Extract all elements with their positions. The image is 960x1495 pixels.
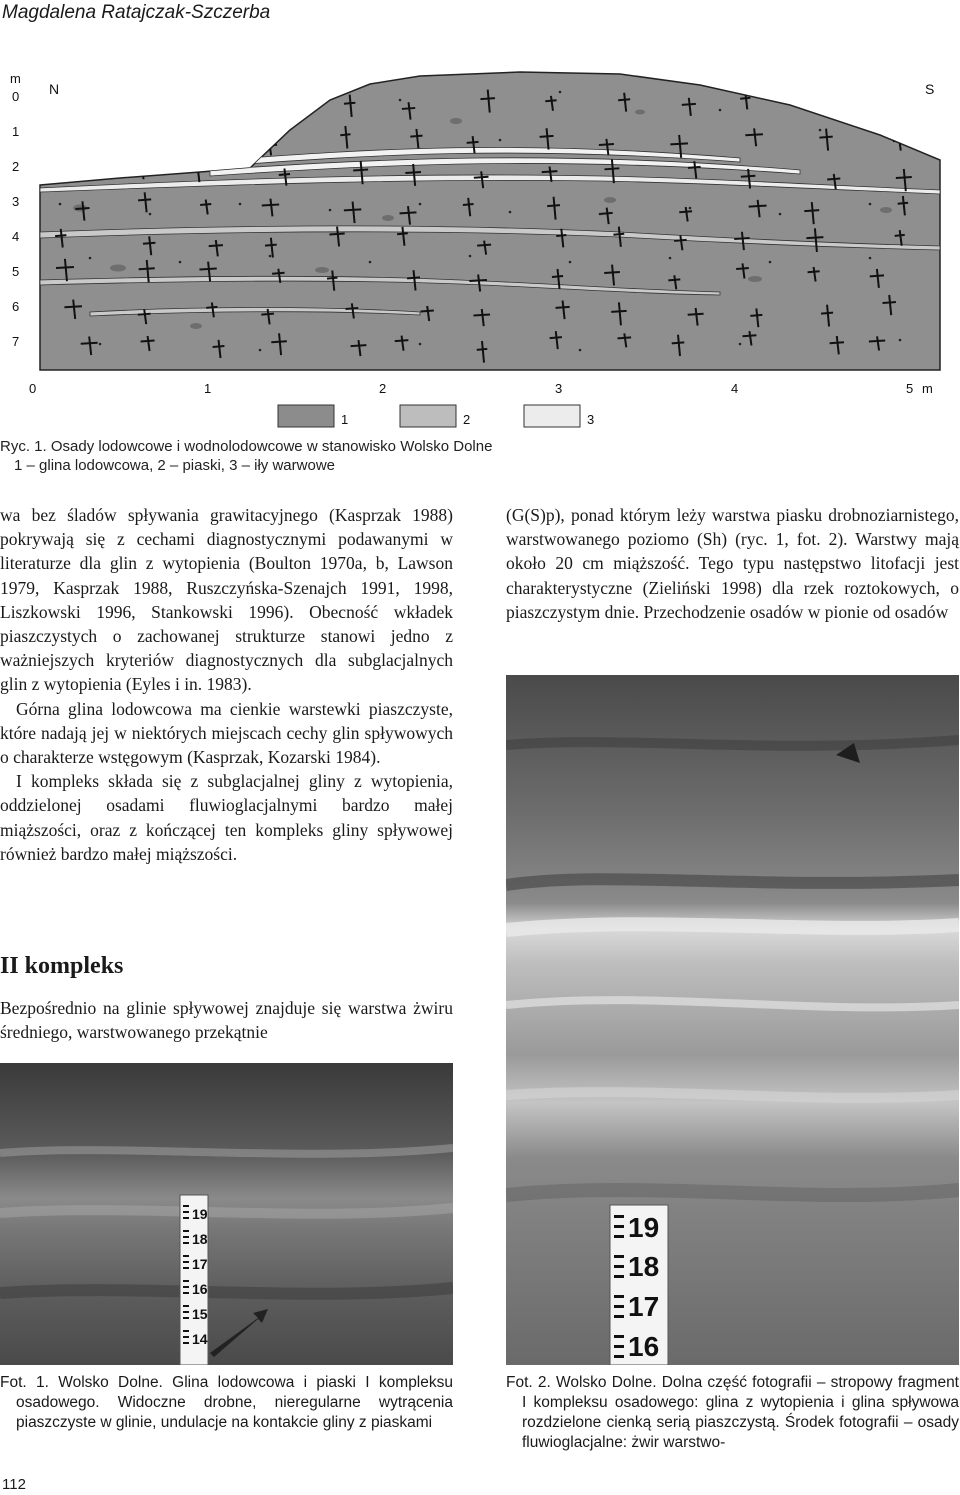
fissure-mark — [206, 307, 217, 308]
fissure-mark — [540, 136, 554, 137]
south-label: S — [925, 81, 935, 97]
fissure-mark — [618, 337, 632, 338]
scale-mark: 16 — [192, 1281, 208, 1297]
y-tick-label: 5 — [12, 264, 20, 279]
fissure-mark — [271, 341, 287, 342]
y-tick-label: 2 — [12, 159, 20, 174]
fissure-mark — [213, 346, 225, 347]
fissure-mark — [749, 206, 767, 207]
fissure-mark — [670, 143, 688, 144]
fissure-mark — [742, 335, 756, 336]
photo-caption-text: Fot. 2. Wolsko Dolne. Dolna część fotografii – stropowy fragment I kompleksu osadowego: glina z wytopienia i glina spływowa rozdzielone cienką serią piaszczystą. Środek fotografii – osady fluwioglacjalne: żwir warstwo- — [506, 1374, 959, 1451]
fissure-mark — [141, 340, 155, 341]
fissure-mark — [407, 277, 420, 278]
fissure-mark — [819, 137, 832, 138]
fissure-mark — [827, 179, 840, 180]
fissure-mark — [201, 104, 218, 105]
fissure-mark — [75, 100, 77, 116]
fissure-mark — [821, 313, 833, 314]
fissure-mark — [895, 235, 905, 236]
fissure-mark — [611, 311, 626, 312]
legend-swatch-clay — [524, 405, 580, 427]
fissure-mark — [133, 166, 151, 167]
fissure-mark — [804, 210, 819, 211]
fissure-mark — [682, 104, 696, 105]
fissure-mark — [473, 315, 490, 316]
fissure-mark — [474, 177, 489, 178]
fissure-mark — [397, 233, 408, 234]
photo-1-caption — [0, 1373, 453, 1433]
fissure-mark — [688, 314, 704, 315]
y-tick-label: 3 — [12, 194, 20, 209]
y-tick-label: 6 — [12, 299, 20, 314]
fissure-mark — [734, 238, 749, 239]
x-axis-unit: m — [922, 381, 933, 396]
till-body — [40, 72, 940, 370]
page-number: 112 — [2, 1476, 26, 1493]
x-tick-label: 4 — [731, 381, 739, 396]
legend-label: 1 — [341, 412, 349, 427]
x-tick-label: 1 — [204, 381, 212, 396]
fissure-mark — [351, 345, 367, 346]
fissure-mark — [836, 106, 838, 121]
paragraph: wa bez śladów spływania grawitacyjnego (Kasprzak 1988) pokrywają się z cechami diagnostycznymi podawanymi w literaturze dla glin z wytopienia (Boulton 1970a, b, Lawson 1979, Kasprzak 1988, Ruszczyńska-Szenajch 1991, 1998, Liszkowski 1996, Stankowski 1996). Obecność wkładek piaszczystych o zachowanej strukturze stanowi jedno z ważniejszych kryteriów diagnostycznych dla subglacjalnych glin z wytopienia (Eyles i in. 1983). — [0, 505, 453, 695]
fissure-mark — [542, 171, 558, 172]
figure-caption-line1: Ryc. 1. Osady lodowcowe i wodnolodowcowe w stanowisko Wolsko Dolne — [0, 438, 493, 455]
fissure-mark — [75, 208, 89, 209]
fissure-mark — [261, 145, 277, 146]
fissure-mark — [55, 235, 66, 236]
fissure-mark — [480, 98, 495, 99]
fissure-mark — [806, 237, 823, 238]
fissure-mark — [613, 234, 624, 235]
y-axis-ticks — [12, 89, 19, 349]
paragraph: I kompleks składa się z subglacjalnej gliny z wytopienia, oddzielonej osadami fluwioglacjalnymi bardzo małej miąższości, oraz z kończącej ten kompleks gliny spływowej również bardzo małej miąższości. — [0, 771, 453, 864]
fissure-mark — [56, 267, 74, 268]
scale-mark: 19 — [192, 1206, 208, 1222]
x-tick-label: 2 — [379, 381, 387, 396]
legend-label: 2 — [463, 412, 471, 427]
y-tick-label: 7 — [12, 334, 20, 349]
fissure-mark — [340, 134, 350, 135]
fissure-mark — [830, 342, 844, 343]
x-axis-ticks — [29, 381, 913, 396]
fissure-mark — [209, 245, 223, 246]
fissure-mark — [672, 342, 685, 343]
fissure-mark — [674, 240, 686, 241]
x-tick-label: 0 — [29, 381, 37, 396]
fissure-mark — [550, 337, 562, 338]
fissure-mark — [469, 280, 487, 281]
fissure-mark — [260, 109, 273, 110]
fissure-mark — [64, 306, 82, 307]
fissure-mark — [81, 343, 98, 344]
y-tick-label: 0 — [12, 89, 20, 104]
photo-2-caption — [506, 1373, 959, 1453]
right-column-text — [506, 503, 959, 624]
photo-1 — [0, 1063, 453, 1365]
fissure-mark — [266, 102, 268, 122]
left-column-text-2 — [0, 996, 453, 1044]
fissure-mark — [880, 97, 882, 116]
x-tick-label: 3 — [555, 381, 563, 396]
fissure-mark — [327, 278, 338, 279]
fissure-mark — [89, 125, 91, 148]
fissure-mark — [601, 213, 613, 214]
fissure-mark — [262, 205, 279, 206]
fissure-mark — [828, 111, 844, 112]
fissure-mark — [67, 105, 82, 106]
fissure-mark — [604, 272, 620, 273]
fissure-mark — [668, 279, 680, 280]
scale-mark: 15 — [192, 1306, 208, 1322]
fissure-mark — [870, 275, 884, 276]
photo-caption-text: Fot. 1. Wolsko Dolne. Glina lodowcowa i piaski I kompleksu osadowego. Widoczne drobne, nieregularne wytrącenia piaszczyste w glinie, undulacje na kontakcie gliny z piaskami — [0, 1374, 453, 1431]
fissure-mark — [124, 100, 140, 101]
fissure-mark — [64, 163, 66, 178]
fissure-mark — [135, 139, 147, 140]
fissure-mark — [211, 135, 221, 136]
fissure-mark — [477, 349, 488, 350]
fissure-mark — [808, 271, 820, 272]
fissure-mark — [545, 100, 556, 101]
scale-mark: 14 — [192, 1331, 208, 1347]
north-label: N — [49, 81, 60, 97]
fissure-mark — [556, 235, 566, 236]
fissure-mark — [896, 177, 912, 178]
fissure-mark — [463, 204, 474, 205]
fissure-mark — [740, 98, 750, 99]
fissure-mark — [400, 212, 417, 213]
left-column-text — [0, 503, 453, 866]
scale-mark: 19 — [628, 1212, 660, 1243]
fissure-mark — [265, 245, 277, 246]
fissure-mark — [745, 134, 763, 135]
scale-mark: 17 — [628, 1291, 660, 1322]
scale-mark: 18 — [628, 1251, 660, 1282]
y-tick-label: 4 — [12, 229, 20, 244]
fissure-mark — [272, 273, 284, 274]
paragraph: Bezpośrednio na glinie spływowej znajduje się warstwa żwiru średniego, warstwowanego przekątnie — [0, 998, 453, 1043]
fissure-mark — [402, 108, 415, 109]
legend — [278, 405, 594, 427]
fissure-mark — [741, 176, 756, 177]
fissure-mark — [141, 133, 143, 151]
fissure-mark — [688, 167, 701, 168]
fissure-mark — [599, 144, 614, 145]
fissure-mark — [556, 307, 570, 308]
legend-swatch-sand — [400, 405, 456, 427]
legend-label: 3 — [587, 412, 595, 427]
fissure-mark — [346, 308, 359, 309]
fissure-mark — [131, 95, 133, 111]
scale-mark: 17 — [192, 1256, 208, 1272]
fissure-mark — [216, 129, 218, 147]
y-tick-label: 1 — [12, 124, 20, 139]
fissure-mark — [261, 314, 274, 315]
fissure-mark — [869, 340, 885, 341]
fissure-mark — [410, 136, 422, 137]
fissure-mark — [279, 174, 290, 175]
fissure-mark — [200, 204, 211, 205]
fissure-mark — [199, 269, 216, 270]
fissure-mark — [344, 103, 355, 104]
scale-mark: 16 — [628, 1331, 660, 1362]
fissure-mark — [872, 103, 886, 104]
x-tick-label: 5 — [906, 381, 914, 396]
fissure-mark — [56, 168, 72, 169]
fissure-mark — [138, 199, 151, 200]
fissure-mark — [882, 302, 895, 303]
fissure-mark — [143, 243, 155, 244]
fissure-mark — [395, 340, 409, 341]
figure-caption — [0, 437, 720, 475]
fissure-mark — [547, 205, 560, 206]
fissure-mark — [552, 276, 563, 277]
fissure-mark — [83, 134, 94, 135]
fissure-mark — [421, 310, 434, 311]
fissure-mark — [344, 209, 361, 210]
figure-cross-section — [0, 60, 960, 435]
running-header-author: Magdalena Ratajczak-Szczerba — [2, 2, 271, 23]
fissure-mark — [138, 314, 151, 315]
section-heading: II kompleks — [0, 953, 124, 979]
fissure-mark — [679, 211, 692, 212]
fissure-mark — [353, 170, 368, 171]
figure-caption-line2: 1 – glina lodowcowa, 2 – piaski, 3 – iły warwowe — [14, 457, 335, 474]
fissure-mark — [604, 168, 619, 169]
fissure-mark — [405, 172, 421, 173]
fissure-mark — [139, 268, 155, 269]
fissure-mark — [477, 245, 491, 246]
legend-swatch-till — [278, 405, 334, 427]
fissure-mark — [750, 315, 762, 316]
fissure-mark — [898, 203, 908, 204]
fissure-mark — [618, 99, 630, 100]
photo-2 — [506, 675, 959, 1365]
paragraph: (G(S)p), ponad którym leży warstwa piasku drobnoziarnistego, warstwowanego poziomo (Sh) (ryc. 1, fot. 2). Warstwy mają około 20 cm miąższość. Tego typu następstwo litofacji jest charakterystyczne (Zieliński 1998) dla rzek roztokowych, o piaszczystym dnie. Przechodzenie osadów w pionie od osadów — [506, 505, 959, 622]
fissure-mark — [209, 99, 211, 116]
fissure-mark — [329, 234, 344, 235]
y-axis-unit: m — [10, 71, 21, 86]
fissure-mark — [467, 142, 479, 143]
scale-mark: 18 — [192, 1231, 208, 1247]
paragraph: Górna glina lodowcowa ma cienkie warstewki piaszczyste, które nadają jej w niektórych miejscach cechy glin spływowych o charakterze wstęgowym (Kasprzak, Kozarski 1984). — [0, 698, 453, 768]
fissure-mark — [736, 268, 749, 269]
